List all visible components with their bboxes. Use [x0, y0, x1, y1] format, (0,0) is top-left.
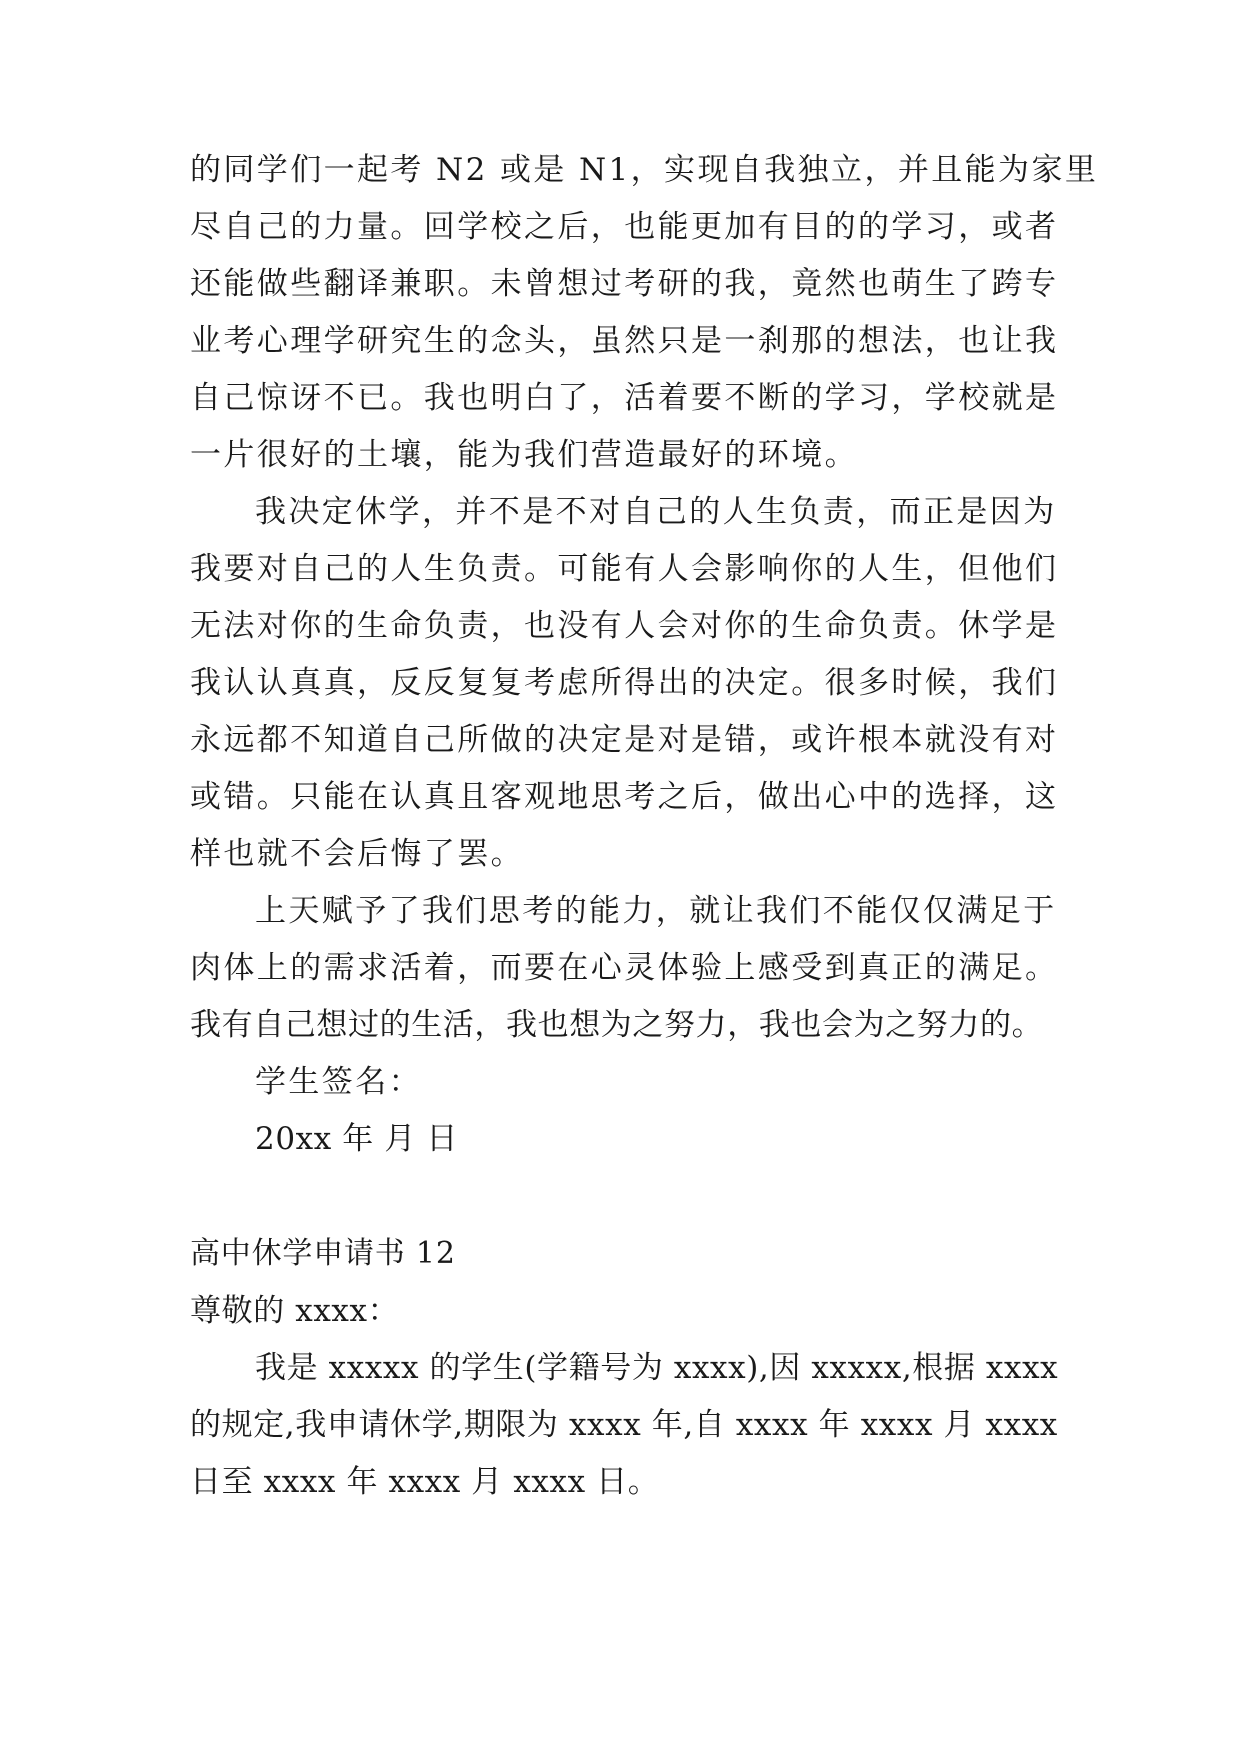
section-title: 高中休学申请书 12	[190, 1236, 456, 1271]
paragraph-line: 我要对自己的人生负责。可能有人会影响你的人生，但他们	[190, 551, 1059, 587]
paragraph-line: 的同学们一起考 N2 或是 N1，实现自我独立，并且能为家里	[190, 152, 1099, 188]
paragraph-line: 业考心理学研究生的念头，虽然只是一刹那的想法，也让我	[190, 323, 1059, 359]
paragraph-line: 我是 xxxxx 的学生(学籍号为 xxxx),因 xxxxx,根据 xxxx	[255, 1350, 1059, 1386]
salutation: 尊敬的 xxxx：	[190, 1293, 400, 1329]
signature-label: 学生签名：	[255, 1064, 422, 1100]
paragraph-line: 自己惊讶不已。我也明白了，活着要不断的学习，学校就是	[190, 380, 1059, 416]
paragraph-line: 样也就不会后悔了罢。	[190, 836, 524, 872]
paragraph-line: 日至 xxxx 年 xxxx 月 xxxx 日。	[190, 1464, 660, 1500]
paragraph-line: 我决定休学，并不是不对自己的人生负责，而正是因为	[255, 494, 1057, 530]
paragraph-line: 肉体上的需求活着，而要在心灵体验上感受到真正的满足。	[190, 950, 1059, 986]
paragraph-line: 上天赋予了我们思考的能力，就让我们不能仅仅满足于	[255, 893, 1057, 929]
paragraph-line: 我有自己想过的生活，我也想为之努力，我也会为之努力的。	[190, 1007, 1044, 1043]
paragraph-line: 还能做些翻译兼职。未曾想过考研的我，竟然也萌生了跨专	[190, 266, 1059, 302]
paragraph-line: 永远都不知道自己所做的决定是对是错，或许根本就没有对	[190, 722, 1059, 758]
paragraph-line: 尽自己的力量。回学校之后，也能更加有目的的学习，或者	[190, 209, 1059, 245]
date-line: 20xx 年 月 日	[255, 1121, 458, 1157]
paragraph-line: 无法对你的生命负责，也没有人会对你的生命负责。休学是	[190, 608, 1059, 644]
paragraph-line: 一片很好的土壤，能为我们营造最好的环境。	[190, 437, 858, 473]
paragraph-line: 我认认真真，反反复复考虑所得出的决定。很多时候，我们	[190, 665, 1059, 701]
paragraph-line: 或错。只能在认真且客观地思考之后，做出心中的选择，这	[190, 779, 1059, 815]
paragraph-line: 的规定,我申请休学,期限为 xxxx 年,自 xxxx 年 xxxx 月 xxxx	[190, 1407, 1058, 1443]
